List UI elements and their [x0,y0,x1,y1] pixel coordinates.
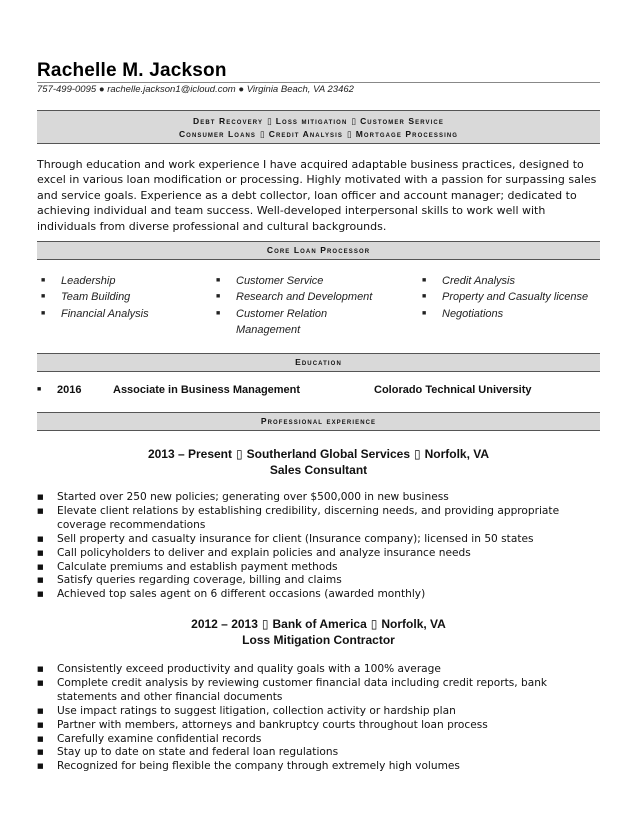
separator-box-icon: ▯ [260,129,265,139]
skill-label: Negotiations [442,307,504,320]
core-section-header [37,241,600,260]
bullet-text: Satisfy queries regarding coverage, billing and claims [57,574,342,587]
bullet-text: Recognized for being flexible the company through extremely high volumes [57,760,460,773]
job-bullets [37,491,600,602]
skill-label: Customer Relation Management [236,307,328,337]
bullet-text: Calculate premiums and establish payment methods [57,560,338,573]
bullet-icon: ■ [37,665,44,673]
bullet-text: Call policyholders to deliver and explain policies and analyze insurance needs [57,546,471,559]
specialty-item: Mortgage Processing [355,129,459,139]
bullet-icon: ■ [41,309,46,317]
professional-summary: Through education and work experience I have acquired adaptable business practices, designed to excel in various loan modification or processing. Highly motivated with a passion for surpassing sales and service goals. Experience as a debt collector, loan officer and account manager; dedicated to achieving individual and team success. Well-developed interpersonal skills to work well with individuals from diverse professional and cultural backgrounds. [37,158,597,233]
skill-label: Credit Analysis [442,275,515,287]
bullet-icon: ■ [37,493,44,501]
skill-label: Research and Development [236,291,373,304]
list-item [37,533,600,547]
job-dates: 2013 – Present [147,447,232,461]
bullet-icon: ■ [422,277,427,284]
skill-label: Team Building [61,291,131,304]
list-item [37,663,600,677]
bullet-text: Use impact ratings to suggest litigation, collection activity or hardship plan [57,704,456,717]
section-title: Professional experience [260,416,377,426]
bullet-icon: ■ [37,548,44,557]
separator-box-icon: ▯ [261,617,269,631]
bullet-icon: ■ [37,678,44,687]
bullet-icon: ■ [37,386,42,393]
separator-box-icon: ▯ [370,617,378,631]
bullet-icon: ■ [37,762,44,771]
bullet-separator: ● [238,84,247,95]
list-item [37,760,600,774]
job-header [37,616,600,648]
bullet-icon: ■ [37,576,44,585]
list-item [212,289,412,305]
bullet-text: Partner with members, attorneys and bankruptcy courts throughout loan process [57,718,488,731]
list-item [37,733,600,747]
bullet-text: Achieved top sales agent on 6 different occasions (awarded monthly) [57,588,426,601]
skill-label: Property and Casualty license [442,291,589,304]
separator-box-icon: ▯ [351,116,357,126]
specialties-line-2 [37,128,600,141]
job-header [37,446,600,478]
bullet-icon: ■ [422,293,427,301]
bullet-icon: ■ [41,293,46,301]
list-item [418,306,608,322]
bullet-icon: ■ [37,748,44,757]
location: Virginia Beach, VA 23462 [246,84,354,95]
skills-column-3 [418,273,608,322]
section-title: Core Loan Processor [266,245,371,255]
job-role: Sales Consultant [269,463,368,477]
education-degree: Associate in Business Management [113,384,301,396]
bullet-icon: ■ [37,720,44,729]
list-item [37,574,600,588]
separator-box-icon: ▯ [414,447,421,461]
separator-box-icon: ▯ [347,129,352,139]
specialty-item: Credit Analysis [268,129,344,139]
bullet-icon: ■ [41,277,46,284]
phone: 757-499-0095 [37,84,97,95]
list-item [37,588,600,602]
list-item [37,746,600,760]
education-section-header [37,353,600,372]
section-title: Education [295,357,342,367]
specialties-line-1 [37,115,600,128]
list-item [418,289,608,305]
job-title-line [37,446,600,462]
job-company: Bank of America [272,617,367,631]
bullet-text: Sell property and casualty insurance for client (Insurance company); licensed in 50 states [57,532,534,545]
specialties-band [37,110,600,144]
list-item [37,719,600,733]
candidate-name: Rachelle M. Jackson [37,60,227,81]
education-entry [37,384,597,400]
skills-column-2 [212,273,412,339]
job-role: Loss Mitigation Contractor [242,633,395,647]
experience-section-header [37,412,600,431]
job-bullets [37,663,600,774]
job-company: Southerland Global Services [246,447,410,461]
bullet-separator: ● [98,84,108,95]
specialty-item: Customer Service [360,116,444,126]
skill-label: Customer Service [236,275,324,287]
bullet-icon: ■ [37,562,44,571]
job-dates: 2012 – 2013 [191,617,258,631]
contact-line [37,84,354,95]
bullet-text: Carefully examine confidential records [57,732,262,745]
job-location: Norfolk, VA [381,617,446,631]
specialty-item: Debt Recovery [193,116,264,126]
list-item [37,289,207,305]
list-item [212,273,412,289]
bullet-text: Consistently exceed productivity and quality goals with a 100% average [57,663,441,675]
job-location: Norfolk, VA [424,447,490,461]
bullet-icon: ■ [37,506,44,515]
bullet-icon: ■ [37,734,44,743]
job-title-line [37,616,600,632]
email: rachelle.jackson1@icloud.com [107,84,236,95]
list-item [37,677,600,705]
bullet-icon: ■ [37,706,44,715]
education-school: Colorado Technical University [374,384,532,396]
list-item [37,561,600,575]
bullet-icon: ■ [37,590,44,599]
specialty-item: Consumer Loans [178,129,257,139]
bullet-icon: ■ [216,293,221,301]
bullet-icon: ■ [216,309,221,317]
separator-box-icon: ▯ [267,116,272,126]
skill-label: Financial Analysis [61,307,149,320]
name-divider [37,82,600,83]
list-item [37,491,600,505]
skills-column-1 [37,273,207,322]
list-item [37,306,207,322]
list-item [418,273,608,289]
bullet-text: Stay up to date on state and federal loan regulations [57,746,339,759]
list-item [37,273,207,289]
separator-box-icon: ▯ [236,447,243,461]
bullet-text: Started over 250 new policies; generating over $500,000 in new business [57,491,449,503]
bullet-icon: ■ [37,534,44,543]
bullet-text: Complete credit analysis by reviewing customer financial data including credit reports, bank statements and other financial documents [57,676,548,703]
specialty-item: Loss mitigation [275,116,348,126]
list-item [37,505,600,533]
bullet-text: Elevate client relations by establishing credibility, discerning needs, and providing appropriate coverage recommendations [57,504,560,531]
bullet-icon: ■ [216,277,221,284]
list-item [37,705,600,719]
education-year: 2016 [57,384,82,396]
skill-label: Leadership [61,275,116,287]
list-item [212,306,366,339]
bullet-icon: ■ [422,309,427,317]
list-item [37,547,600,561]
